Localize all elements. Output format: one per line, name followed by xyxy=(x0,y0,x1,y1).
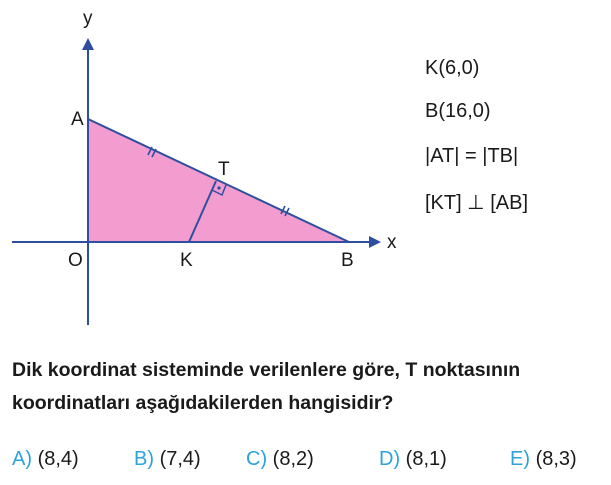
option-e-value: (8,3) xyxy=(535,448,577,470)
option-d-value: (8,1) xyxy=(405,448,447,470)
x-axis-label: x xyxy=(387,232,397,253)
option-a-letter: A) xyxy=(12,448,32,470)
option-c-value: (8,2) xyxy=(272,448,314,470)
question-text-line-1: Dik koordinat sisteminde verilenlere göre, T noktasının xyxy=(12,359,521,381)
option-d-letter: D) xyxy=(379,448,401,470)
point-t-label: T xyxy=(218,159,230,180)
right-angle-dot xyxy=(217,186,220,189)
point-a-label: A xyxy=(71,109,84,130)
option-e-letter: E) xyxy=(510,448,530,470)
option-b-letter: B) xyxy=(134,448,154,470)
option-d[interactable] xyxy=(379,447,447,471)
option-e[interactable] xyxy=(510,447,577,471)
point-k-label: K xyxy=(180,250,193,271)
option-a-value: (8,4) xyxy=(37,448,79,470)
question-text-line-2: koordinatları aşağıdakilerden hangisidir? xyxy=(12,392,394,414)
option-c[interactable] xyxy=(246,447,314,471)
origin-label: O xyxy=(68,250,83,271)
option-c-letter: C) xyxy=(246,448,268,470)
x-axis-arrow-icon xyxy=(369,236,381,248)
point-b-label: B xyxy=(341,250,354,271)
option-a[interactable] xyxy=(12,447,79,471)
y-axis-label: y xyxy=(83,8,93,29)
option-b[interactable] xyxy=(134,447,201,471)
coordinate-figure xyxy=(0,0,420,340)
given-point-k: K(6,0) xyxy=(425,57,480,79)
given-perpendicular: [KT] ⊥ [AB] xyxy=(425,192,528,214)
option-b-value: (7,4) xyxy=(159,448,201,470)
given-point-b: B(16,0) xyxy=(425,100,491,122)
given-equal-lengths: |AT| = |TB| xyxy=(425,145,519,167)
y-axis-arrow-icon xyxy=(82,38,94,50)
